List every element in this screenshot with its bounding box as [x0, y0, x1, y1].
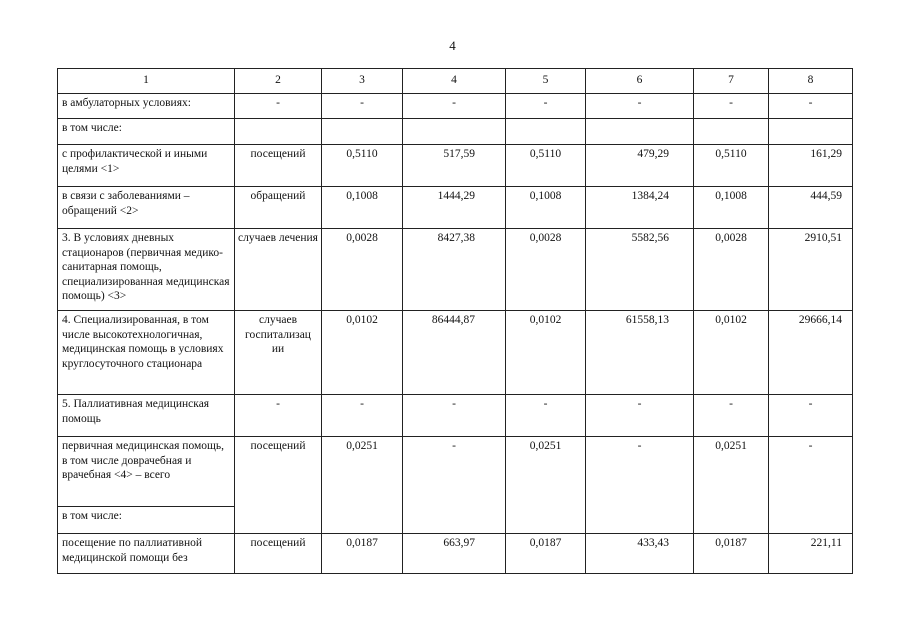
- table-row: [58, 119, 853, 145]
- unit-cell: случаев лечения: [235, 229, 322, 311]
- col-header-5: 5: [506, 69, 586, 94]
- table-row: [58, 229, 853, 311]
- value-cell: -: [506, 395, 586, 437]
- value-cell: 0,1008: [322, 187, 403, 229]
- table-row: [58, 395, 853, 437]
- value-cell: 161,29: [769, 145, 853, 187]
- value-cell: 221,11: [769, 534, 853, 574]
- value-cell: 0,5110: [322, 145, 403, 187]
- value-cell: 1444,29: [403, 187, 506, 229]
- value-cell: 0,0187: [506, 534, 586, 574]
- col-header-2: 2: [235, 69, 322, 94]
- row-label: в том числе:: [58, 119, 235, 145]
- value-cell: [403, 119, 506, 145]
- unit-cell: -: [235, 94, 322, 119]
- value-cell: -: [586, 94, 694, 119]
- value-cell: 0,0251: [694, 437, 769, 534]
- value-cell: 517,59: [403, 145, 506, 187]
- unit-cell: посещений: [235, 437, 322, 534]
- row-label: 3. В условиях дневных стационаров (первичная медико-санитарная помощь, специализированная медицинская помощь) <3>: [58, 229, 235, 311]
- row-label: в амбулаторных условиях:: [58, 94, 235, 119]
- value-cell: -: [586, 437, 694, 534]
- value-cell: -: [694, 395, 769, 437]
- value-cell: -: [769, 395, 853, 437]
- value-cell: 663,97: [403, 534, 506, 574]
- value-cell: 0,1008: [694, 187, 769, 229]
- unit-cell: обращений: [235, 187, 322, 229]
- unit-cell: случаев госпитализац ии: [235, 311, 322, 395]
- col-header-8: 8: [769, 69, 853, 94]
- value-cell: 29666,14: [769, 311, 853, 395]
- value-cell: 0,0251: [506, 437, 586, 534]
- value-cell: 0,0028: [322, 229, 403, 311]
- unit-cell: посещений: [235, 145, 322, 187]
- table-row: [58, 437, 853, 507]
- value-cell: [506, 119, 586, 145]
- value-cell: -: [403, 395, 506, 437]
- value-cell: -: [586, 395, 694, 437]
- value-cell: 0,0028: [694, 229, 769, 311]
- row-label: 4. Специализированная, в том числе высокотехнологичная, медицинская помощь в условиях круглосуточного стационара: [58, 311, 235, 395]
- value-cell: -: [403, 94, 506, 119]
- value-cell: 61558,13: [586, 311, 694, 395]
- value-cell: 0,0251: [322, 437, 403, 534]
- value-cell: 0,0102: [322, 311, 403, 395]
- value-cell: -: [403, 437, 506, 534]
- value-cell: 0,0028: [506, 229, 586, 311]
- value-cell: 0,0187: [694, 534, 769, 574]
- value-cell: 86444,87: [403, 311, 506, 395]
- value-cell: 444,59: [769, 187, 853, 229]
- unit-cell: -: [235, 395, 322, 437]
- row-label: в том числе:: [58, 507, 235, 534]
- value-cell: -: [506, 94, 586, 119]
- value-cell: 0,5110: [506, 145, 586, 187]
- page-number: 4: [449, 38, 456, 53]
- value-cell: -: [769, 94, 853, 119]
- col-header-4: 4: [403, 69, 506, 94]
- value-cell: 433,43: [586, 534, 694, 574]
- row-label: посещение по паллиативной медицинской помощи без: [58, 534, 235, 574]
- row-label: 5. Паллиативная медицинская помощь: [58, 395, 235, 437]
- value-cell: [322, 119, 403, 145]
- value-cell: 5582,56: [586, 229, 694, 311]
- value-cell: 0,5110: [694, 145, 769, 187]
- value-cell: 0,1008: [506, 187, 586, 229]
- value-cell: 0,0102: [506, 311, 586, 395]
- unit-cell: посещений: [235, 534, 322, 574]
- row-label: первичная медицинская помощь, в том числе доврачебная и врачебная <4> – всего: [58, 437, 235, 507]
- value-cell: 0,0102: [694, 311, 769, 395]
- table-row: [58, 311, 853, 395]
- value-cell: 479,29: [586, 145, 694, 187]
- value-cell: 2910,51: [769, 229, 853, 311]
- table-row: [58, 187, 853, 229]
- value-cell: 1384,24: [586, 187, 694, 229]
- row-label: с профилактической и иными целями <1>: [58, 145, 235, 187]
- table-row: [58, 94, 853, 119]
- value-cell: 0,0187: [322, 534, 403, 574]
- col-header-3: 3: [322, 69, 403, 94]
- value-cell: -: [322, 395, 403, 437]
- row-label: в связи с заболеваниями – обращений <2>: [58, 187, 235, 229]
- col-header-7: 7: [694, 69, 769, 94]
- col-header-1: 1: [58, 69, 235, 94]
- value-cell: -: [769, 437, 853, 534]
- table-row: [58, 145, 853, 187]
- value-cell: 8427,38: [403, 229, 506, 311]
- table-row: [58, 534, 853, 574]
- value-cell: [769, 119, 853, 145]
- col-header-6: 6: [586, 69, 694, 94]
- value-cell: [694, 119, 769, 145]
- value-cell: -: [322, 94, 403, 119]
- unit-cell: [235, 119, 322, 145]
- value-cell: [586, 119, 694, 145]
- header-row: [58, 69, 853, 94]
- tariff-table: [57, 68, 853, 574]
- value-cell: -: [694, 94, 769, 119]
